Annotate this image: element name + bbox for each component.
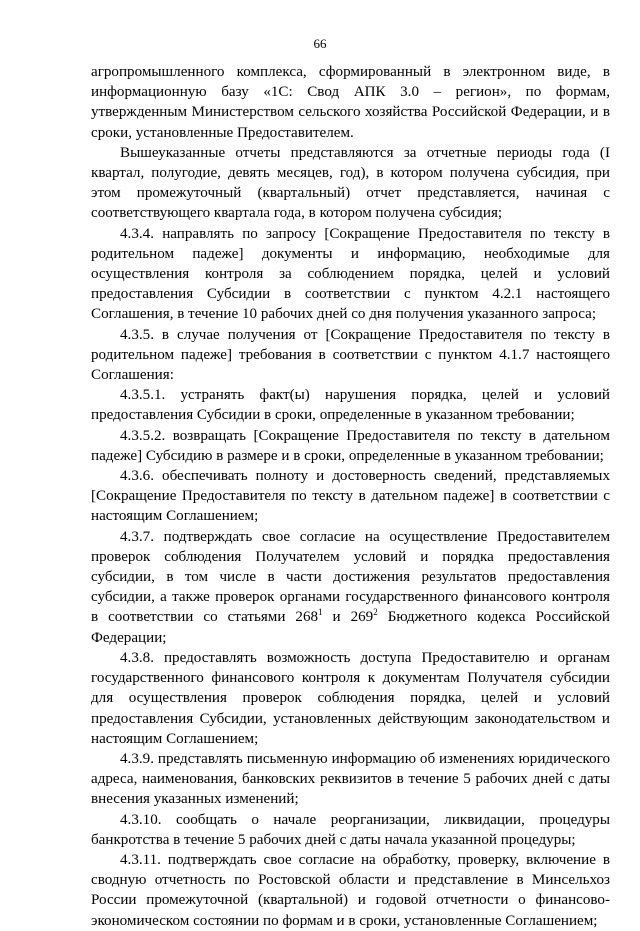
footnote-superscript-268: 1 bbox=[318, 607, 323, 618]
paragraph-4-3-4: 4.3.4. направлять по запросу [Сокращение Предоставителя по тексту в родительном падеже] документы и информацию, необходимые для осуществления контроля за соблюдением порядка, целей и условий предоставления Субсидии в соответствии с пунктом 4.2.1 настоящего Соглашения, в течение 10 рабочих дней со дня получения указанного запроса; bbox=[91, 225, 610, 323]
paragraph-4-3-5: 4.3.5. в случае получения от [Сокращение Предоставителя по тексту в родительном падеже] требования в соответствии с пунктом 4.1.7 настоящего Соглашения: bbox=[91, 326, 610, 384]
footnote-superscript-269: 2 bbox=[373, 607, 378, 618]
paragraph-4-3-9: 4.3.9. представлять письменную информацию об изменениях юридического адреса, наименования, банковских реквизитов в течение 5 рабочих дней с даты внесения указанных изменений; bbox=[91, 750, 610, 808]
paragraph-reporting-base: агропромышленного комплекса, сформированный в электронном виде, в информационную базу «1С: Свод АПК 3.0 – регион», по формам, утвержденным Министерством сельского хозяйства Российской Федерации, и в сроки, установленные Предоставителем. bbox=[91, 64, 610, 141]
page-number: 66 bbox=[313, 36, 327, 51]
paragraph-4-3-8: 4.3.8. предоставлять возможность доступа Предоставителю и органам государственного финансового контроля к документам Получателя субсидии для осуществления проверок соблюдения порядка, целей и условий предоставления Субсидии, установленных действующим законодательством и настоящим Соглашением; bbox=[91, 649, 610, 747]
paragraph-4-3-11: 4.3.11. подтверждать свое согласие на обработку, проверку, включение в сводную отчетность по Ростовской области и представление в Минсельхоз России промежуточной (квартальной) и годовой отчетности о финансово-экономическом состоянии по формам и в сроки, установленные Соглашением; bbox=[91, 851, 610, 929]
paragraph-4-3-7-text-after: Бюджетного кодекса Российской Федерации; bbox=[91, 609, 610, 646]
paragraph-4-3-5-2: 4.3.5.2. возвращать [Сокращение Предоставителя по тексту в дательном падеже] Субсидию в размере и в сроки, определенные в указанном требовании; bbox=[91, 427, 610, 464]
paragraph-reporting-periods: Вышеуказанные отчеты представляются за отчетные периоды года (I квартал, полугодие, девять месяцев, год), в котором получена субсидия, при этом промежуточный (квартальный) отчет представляется, начиная с соответствующего квартала года, в котором получена субсидия; bbox=[91, 144, 610, 222]
document-body bbox=[91, 62, 610, 931]
paragraph-4-3-6: 4.3.6. обеспечивать полноту и достоверность сведений, представляемых [Сокращение Предоставителя по тексту в дательном падеже] в соответствии с настоящим Соглашением; bbox=[91, 468, 610, 525]
paragraph-4-3-7-text-before: 4.3.7. подтверждать свое согласие на осуществление Предоставителем проверок соблюдения Получателем условий и порядка предоставления субсидии, в том числе в части достижения результатов предоставления субсидии, а также проверок органами государственного финансового контроля в соответствии со статьями 268 bbox=[91, 528, 610, 626]
paragraph-4-3-5-1: 4.3.5.1. устранять факт(ы) нарушения порядка, целей и условий предоставления Субсидии в сроки, определенные в указанном требовании; bbox=[91, 387, 610, 424]
paragraph-4-3-10: 4.3.10. сообщать о начале реорганизации, ликвидации, процедуры банкротства в течение 5 рабочих дней с даты начала указанной процедуры; bbox=[91, 811, 610, 848]
paragraph-4-3-7 bbox=[91, 527, 610, 648]
paragraph-4-3-7-text-mid: и 269 bbox=[322, 609, 374, 626]
